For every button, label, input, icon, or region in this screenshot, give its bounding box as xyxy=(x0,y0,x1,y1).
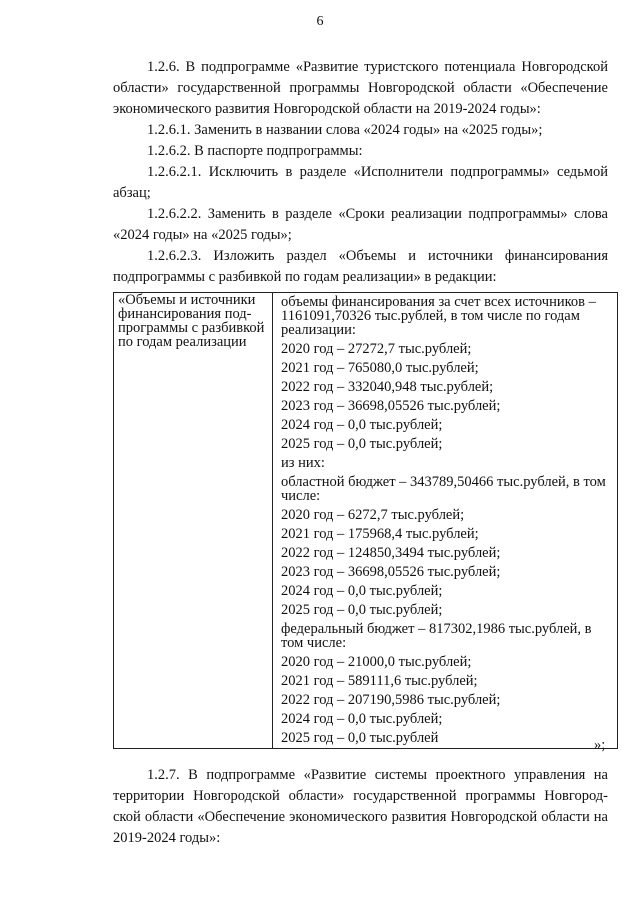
financing-line: 2024 год – 0,0 тыс.рублей; xyxy=(281,711,443,727)
financing-line: 2023 год – 36698,05526 тыс.рублей; xyxy=(281,564,501,580)
financing-line: объемы финансирования за счет всех источников – 1161091,70326 тыс.рублей, в том числе по годам реализации: xyxy=(281,294,596,338)
paragraph-1-2-6-2-3: 1.2.6.2.3. Изложить раздел «Объемы и источники финансирования подпрограммы с разбивкой по годам реализации» в редакции: xyxy=(113,248,608,285)
paragraph-1-2-6-1: 1.2.6.1. Заменить в названии слова «2024 годы» на «2025 годы»; xyxy=(147,122,543,138)
financing-line: 2025 год – 0,0 тыс.рублей; xyxy=(281,436,443,452)
financing-table xyxy=(113,292,618,749)
paragraph-1-2-7: 1.2.7. В подпрограмме «Развитие системы проектного управления на территории Новгородской области» государственной программы Новгород-ской области «Обеспечение экономического развития Новгородской области на 2019-2024 годы»: xyxy=(113,767,608,846)
intro-section xyxy=(113,57,608,288)
financing-line: 2025 год – 0,0 тыс.рублей xyxy=(281,730,439,746)
table-row xyxy=(114,293,618,749)
financing-line: 2025 год – 0,0 тыс.рублей; xyxy=(281,602,443,618)
financing-line: 2021 год – 175968,4 тыс.рублей; xyxy=(281,526,479,542)
closing-quote: »; xyxy=(594,737,606,753)
financing-line: 2022 год – 332040,948 тыс.рублей; xyxy=(281,379,494,395)
financing-line: 2022 год – 207190,5986 тыс.рублей; xyxy=(281,692,501,708)
financing-line: 2023 год – 36698,05526 тыс.рублей; xyxy=(281,398,501,414)
financing-line: 2020 год – 27272,7 тыс.рублей; xyxy=(281,341,472,357)
financing-line: 2020 год – 6272,7 тыс.рублей; xyxy=(281,507,465,523)
financing-line: 2021 год – 589111,6 тыс.рублей; xyxy=(281,673,478,689)
financing-line: 2024 год – 0,0 тыс.рублей; xyxy=(281,583,443,599)
table-left-cell: «Объемы и источники финансирования под-программы с разбивкой по годам реализации xyxy=(114,293,273,749)
paragraph-1-2-6-2: 1.2.6.2. В паспорте подпрограммы: xyxy=(147,143,363,159)
financing-line: 2022 год – 124850,3494 тыс.рублей; xyxy=(281,545,501,561)
outro-section xyxy=(113,765,608,849)
table-right-cell xyxy=(273,293,618,749)
financing-line: 2021 год – 765080,0 тыс.рублей; xyxy=(281,360,479,376)
financing-line: федеральный бюджет – 817302,1986 тыс.рублей, в том числе: xyxy=(281,621,592,651)
page-number: 6 xyxy=(316,14,324,29)
financing-line: из них: xyxy=(281,455,325,471)
paragraph-1-2-6-2-1: 1.2.6.2.1. Исключить в разделе «Исполнители подпрограммы» седьмой абзац; xyxy=(113,164,608,201)
paragraph-1-2-6: 1.2.6. В подпрограмме «Развитие туристского потенциала Новгородской области» государственной программы Новгородской области «Обеспечение экономического развития Новгородской области на 2019-2024 годы»: xyxy=(113,59,608,117)
financing-line: областной бюджет – 343789,50466 тыс.рублей, в том числе: xyxy=(281,474,606,504)
financing-line: 2020 год – 21000,0 тыс.рублей; xyxy=(281,654,472,670)
financing-line: 2024 год – 0,0 тыс.рублей; xyxy=(281,417,443,433)
financing-list xyxy=(277,293,613,748)
paragraph-1-2-6-2-2: 1.2.6.2.2. Заменить в разделе «Сроки реализации подпрограммы» слова «2024 годы» на «2025 годы»; xyxy=(113,206,608,243)
